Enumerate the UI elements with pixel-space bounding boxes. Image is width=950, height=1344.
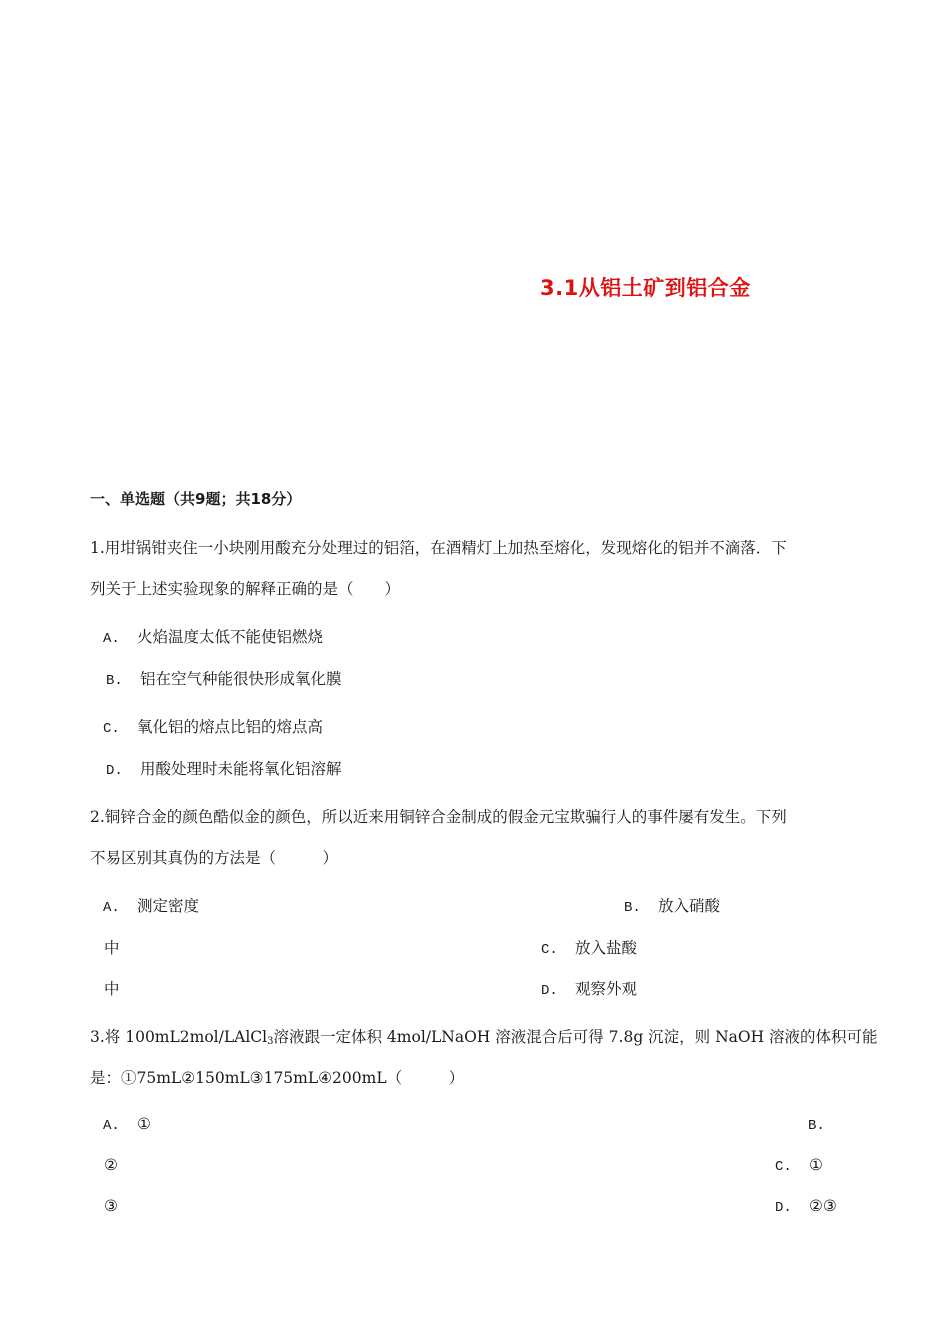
option-text: ① <box>809 1156 823 1174</box>
q3-option-d[interactable] <box>775 1197 837 1216</box>
q2-option-d[interactable] <box>541 977 637 999</box>
q3-text-post: 溶液跟一定体积 4mol/LNaOH 溶液混合后可得 7.8g 沉淀，则 NaOH 溶液的体积可能 <box>273 1028 878 1046</box>
q1-option-c[interactable] <box>103 715 323 737</box>
option-text: 氧化铝的熔点比铝的熔点高 <box>137 718 324 736</box>
section-heading: 一、单选题（共9题；共18分） <box>90 490 302 508</box>
option-text: 放入盐酸 <box>575 939 638 957</box>
q2-wrapped-text-1: 中 <box>104 939 120 957</box>
option-text: ②③ <box>809 1197 837 1215</box>
option-label: C. <box>541 942 558 958</box>
q1-option-a[interactable] <box>103 625 323 647</box>
option-text: ① <box>137 1115 151 1133</box>
option-label: D. <box>541 983 558 999</box>
q3-option-c[interactable] <box>775 1156 823 1175</box>
q3-text-pre: 3.将 100mL2mol/LAlCl <box>90 1028 268 1046</box>
option-label: D. <box>775 1200 792 1216</box>
q1-option-d[interactable] <box>106 757 342 779</box>
q1-option-b[interactable] <box>106 667 342 689</box>
q2-option-b[interactable] <box>624 894 720 916</box>
option-text: 用酸处理时未能将氧化铝溶解 <box>140 760 342 778</box>
question-1-line-2: 列关于上述实验现象的解释正确的是（ ） <box>90 580 401 598</box>
option-label: A. <box>103 900 120 916</box>
q3-wrapped-text-1: ② <box>104 1156 118 1174</box>
option-label: D. <box>106 763 123 779</box>
q3-option-a[interactable] <box>103 1115 151 1134</box>
q3-wrapped-text-2: ③ <box>104 1197 118 1215</box>
option-text: 测定密度 <box>137 897 200 915</box>
question-3-line-1 <box>90 1025 878 1047</box>
option-text: 放入硝酸 <box>658 897 721 915</box>
q2-wrapped-text-2: 中 <box>104 980 120 998</box>
question-1-line-1: 1.用坩锅钳夹住一小块刚用酸充分处理过的铝箔，在酒精灯上加热至熔化，发现熔化的铝并不滴落．下 <box>90 539 787 557</box>
option-label: C. <box>103 721 120 737</box>
q2-option-c[interactable] <box>541 936 637 958</box>
document-title: 3.1从铝土矿到铝合金 <box>540 276 751 300</box>
option-text: 铝在空气种能很快形成氧化膜 <box>140 670 342 688</box>
option-text: 火焰温度太低不能使铝燃烧 <box>137 628 324 646</box>
question-2-line-2: 不易区别其真伪的方法是（ ） <box>90 849 339 867</box>
q2-option-a[interactable] <box>103 894 199 916</box>
q3-option-b[interactable] <box>808 1115 842 1134</box>
option-label: C. <box>775 1159 792 1175</box>
option-label: A. <box>103 631 120 647</box>
q3-subscript: 3 <box>267 1036 274 1047</box>
option-label: B. <box>808 1118 825 1134</box>
question-2-line-1: 2.铜锌合金的颜色酷似金的颜色，所以近来用铜锌合金制成的假金元宝欺骗行人的事件屡有发生。下列 <box>90 808 787 826</box>
option-text: 观察外观 <box>575 980 638 998</box>
option-label: A. <box>103 1118 120 1134</box>
option-label: B. <box>106 673 123 689</box>
option-label: B. <box>624 900 641 916</box>
question-3-line-2: 是：①75mL②150mL③175mL④200mL（ ） <box>90 1069 465 1087</box>
